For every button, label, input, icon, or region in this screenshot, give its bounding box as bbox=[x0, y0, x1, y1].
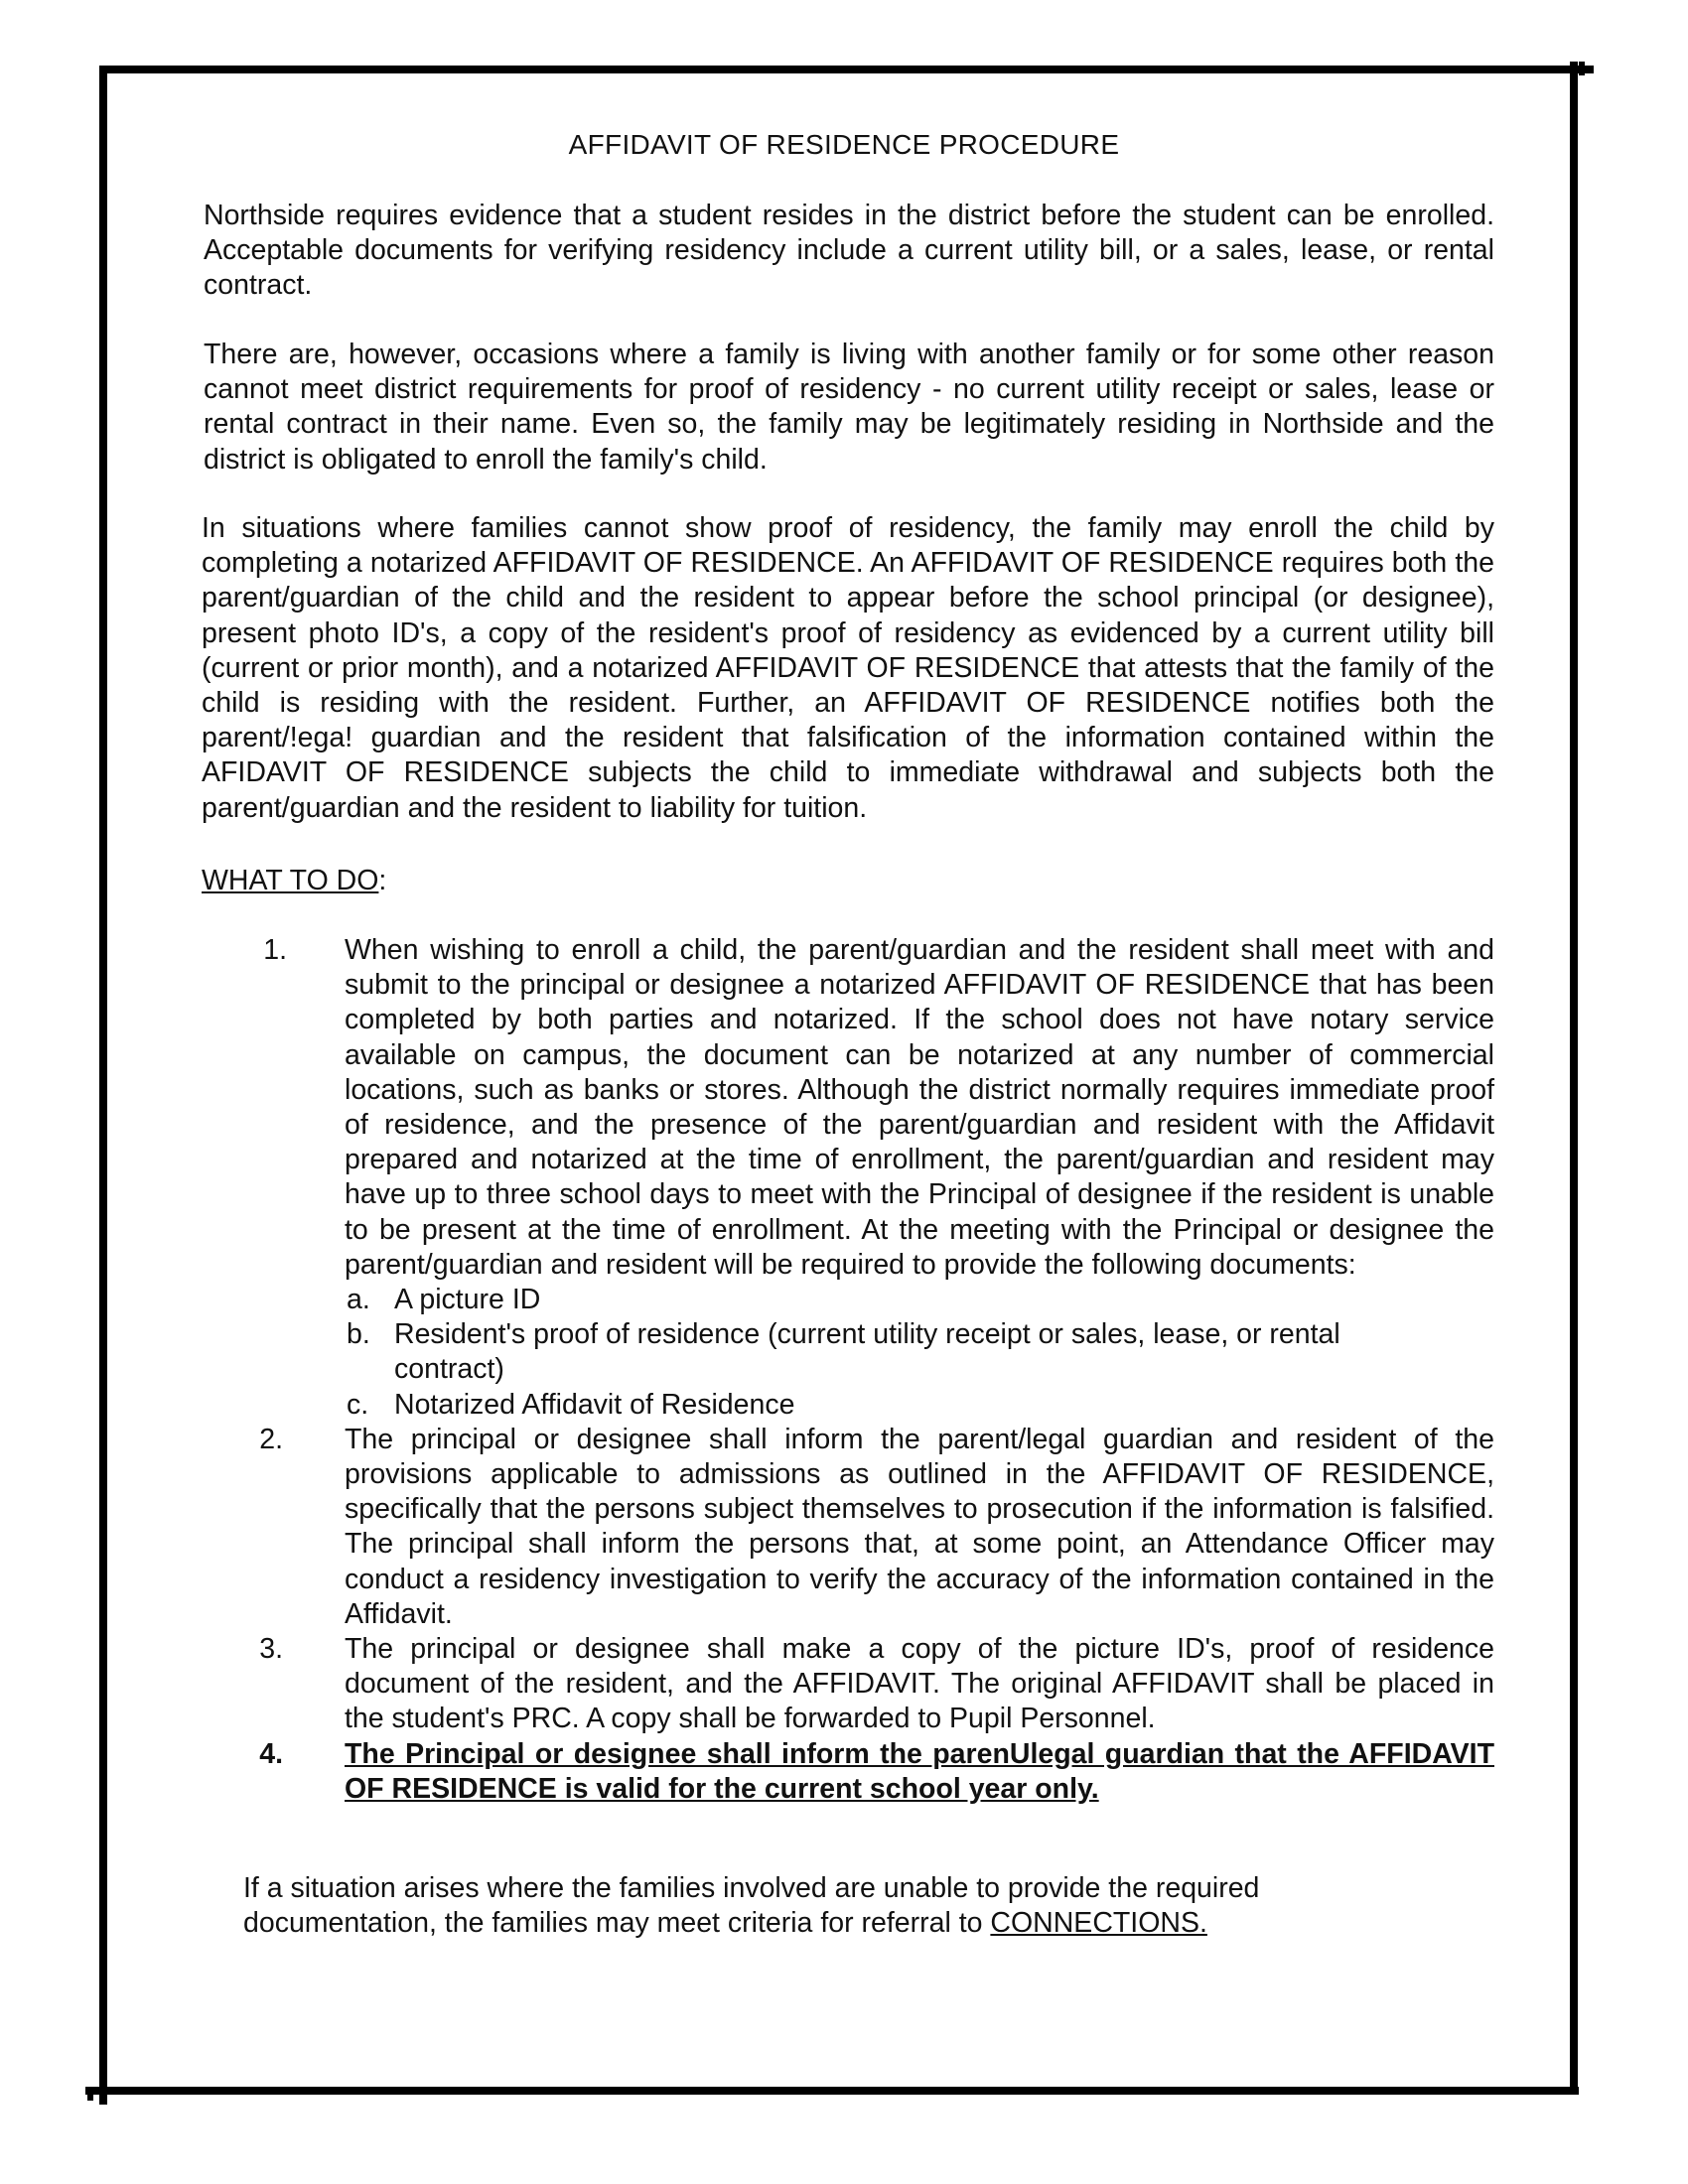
list-item bbox=[345, 1283, 1494, 1317]
page-border-right bbox=[1570, 62, 1578, 2095]
step-number: 1. bbox=[263, 934, 287, 966]
what-to-do-label: WHAT TO DO bbox=[202, 865, 379, 896]
document-title: AFFIDAVIT OF RESIDENCE PROCEDURE bbox=[568, 129, 1120, 160]
paragraph-evidence-required: Northside requires evidence that a student resides in the district before the student can be enrolled. Acceptable documents for verifying residency include a current utility bill, or a sales, lease, or rental contract. bbox=[204, 200, 1494, 302]
list-item bbox=[345, 1388, 1494, 1423]
connections-link[interactable]: CONNECTIONS. bbox=[990, 1907, 1207, 1940]
list-item-letter: a. bbox=[347, 1284, 370, 1316]
page-border-left bbox=[99, 66, 107, 2105]
step-text: When wishing to enroll a child, the parent/guardian and the resident shall meet with and submit to the principal or designee a notarized AFFIDAVIT OF RESIDENCE that has been completed by both parties and notarized. If the school does not have notary service available on campus, the document can be notarized at any number of commercial locations, such as banks or stores. Although the district normally requires immediate proof of residence, and the presence of the parent/guardian and resident with the Affidavit prepared and notarized at the time of enrollment, the parent/guardian and resident may have up to three school days to meet with the Principal of designee if the resident is unable to be present at the time of enrollment. At the meeting with the Principal or designee the parent/guardian and resident will be required to provide the following documents: bbox=[345, 934, 1494, 1281]
step-item bbox=[243, 1737, 1494, 1807]
page-border-corner-mark bbox=[87, 2087, 93, 2101]
step-number: 2. bbox=[259, 1423, 283, 1455]
paragraph-occasions: There are, however, occasions where a family is living with another family or for some other reason cannot meet district requirements for proof of residency - no current utility receipt or sales, lease or rental contract in their name. Even so, the family may be legitimately residing in Northside and the district is obligated to enroll the family's child. bbox=[204, 339, 1494, 476]
required-documents-list bbox=[345, 1283, 1494, 1423]
what-to-do-colon: : bbox=[378, 865, 387, 896]
step-item bbox=[243, 933, 1494, 1423]
page-border-corner-mark bbox=[1579, 62, 1585, 75]
step-item bbox=[243, 1423, 1494, 1632]
step-text: The principal or designee shall make a copy of the picture ID's, proof of residence document of the resident, and the AFFIDAVIT. The original AFFIDAVIT shall be placed in the student's PRC. A copy shall be forwarded to Pupil Personnel. bbox=[345, 1633, 1494, 1735]
page-border-top bbox=[102, 66, 1594, 73]
paragraph-situations: In situations where families cannot show proof of residency, the family may enroll the child by completing a notarized AFFIDAVIT OF RESIDENCE. An AFFIDAVIT OF RESIDENCE requires both the parent/guardian of the child and the resident to appear before the school principal (or designee), present photo ID's, a copy of the resident's proof of residency as evidenced by a current utility bill (current or prior month), and a notarized AFFIDAVIT OF RESIDENCE that attests that the family of the child is residing with the resident. Further, an AFFIDAVIT OF RESIDENCE notifies both the parent/!ega! guardian and the resident that falsification of the information contained within the AFIDAVIT OF RESIDENCE subjects the child to immediate withdrawal and subjects both the parent/guardian and the resident to liability for tuition. bbox=[202, 512, 1494, 824]
closing-text: If a situation arises where the families involved are unable to provide the required documentation, the families may meet criteria for referral to bbox=[243, 1872, 1260, 1940]
closing-paragraph bbox=[243, 1871, 1385, 1941]
list-item-letter: c. bbox=[347, 1388, 369, 1421]
procedure-steps bbox=[243, 933, 1494, 1807]
list-item-text: Resident's proof of residence (current utility receipt or sales, lease, or rental contract) bbox=[394, 1318, 1340, 1386]
list-item-text: A picture ID bbox=[394, 1284, 541, 1316]
what-to-do-heading bbox=[202, 864, 386, 898]
step-text: The principal or designee shall inform the parent/legal guardian and resident of the provisions applicable to admissions as outlined in the AFFIDAVIT OF RESIDENCE, specifically that the persons subject themselves to prosecution if the information is falsified. The principal shall inform the persons that, at some point, an Attendance Officer may conduct a residency investigation to verify the accuracy of the information contained in the Affidavit. bbox=[345, 1423, 1494, 1630]
step-item bbox=[243, 1632, 1494, 1737]
step-number: 4. bbox=[259, 1737, 283, 1770]
page-border-bottom bbox=[85, 2087, 1579, 2095]
step-number: 3. bbox=[259, 1633, 283, 1666]
step-text-emphasized: The Principal or designee shall inform the parenUlegal guardian that the AFFIDAVIT OF RESIDENCE is valid for the current school year only. bbox=[345, 1737, 1494, 1805]
list-item-letter: b. bbox=[347, 1318, 370, 1351]
list-item-text: Notarized Affidavit of Residence bbox=[394, 1388, 795, 1421]
list-item bbox=[345, 1317, 1494, 1387]
